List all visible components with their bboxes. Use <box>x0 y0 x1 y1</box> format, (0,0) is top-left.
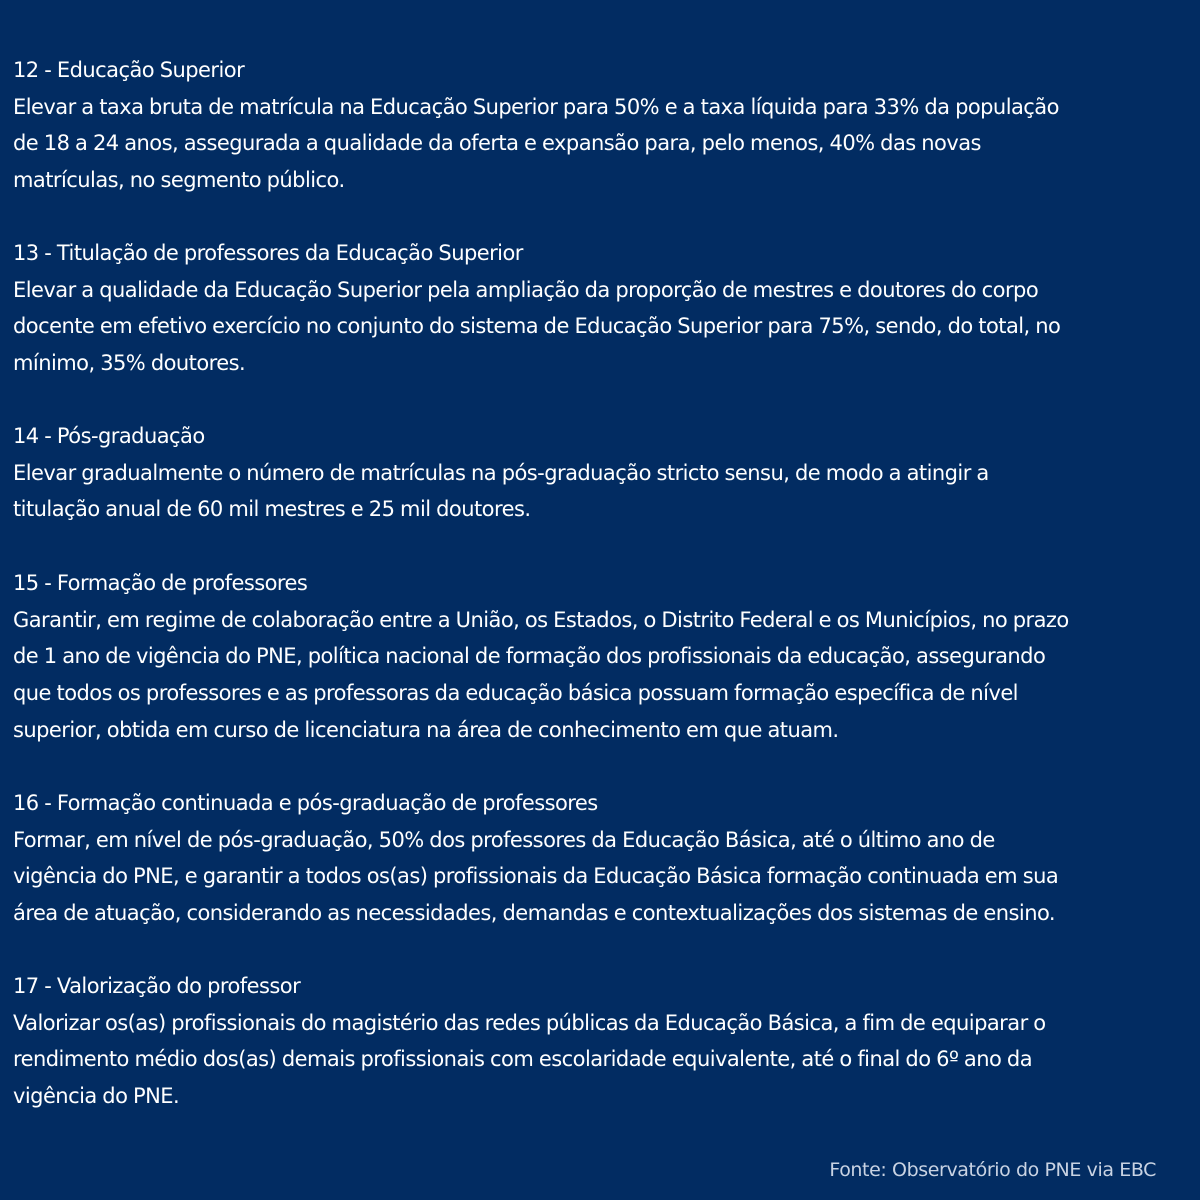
source-credit: Fonte: Observatório do PNE via EBC <box>829 1159 1156 1181</box>
goal-text-line: matrículas, no segmento público. <box>13 168 345 193</box>
goal-14 <box>13 418 1193 528</box>
goal-text-line: rendimento médio dos(as) demais profissionais com escolaridade equivalente, até o final do 6º ano da <box>13 1047 1033 1072</box>
goal-title: 12 - Educação Superior <box>13 58 245 82</box>
goal-title: 14 - Pós-graduação <box>13 424 205 448</box>
goal-text-line: que todos os professores e as professoras da educação básica possuam formação específica de nível <box>13 681 1018 706</box>
goal-13 <box>13 235 1193 382</box>
goal-text-line: Elevar a taxa bruta de matrícula na Educação Superior para 50% e a taxa líquida para 33% da população <box>13 94 1059 119</box>
goal-text-line: vigência do PNE. <box>13 1084 180 1109</box>
goal-text-line: Valorizar os(as) profissionais do magistério das redes públicas da Educação Básica, a fim de equiparar o <box>13 1010 1046 1035</box>
goal-text-line: vigência do PNE, e garantir a todos os(as) profissionais da Educação Básica formação continuada em sua <box>13 864 1059 889</box>
goal-text-line: docente em efetivo exercício no conjunto do sistema de Educação Superior para 75%, sendo, do total, no <box>13 314 1061 339</box>
goal-text-line: área de atuação, considerando as necessidades, demandas e contextualizações dos sistemas de ensino. <box>13 901 1056 926</box>
goal-text-line: Elevar a qualidade da Educação Superior pela ampliação da proporção de mestres e doutores do corpo <box>13 277 1039 302</box>
goal-text-line: de 1 ano de vigência do PNE, política nacional de formação dos profissionais da educação, assegurando <box>13 644 1046 669</box>
goal-12 <box>13 52 1193 199</box>
goal-title: 15 - Formação de professores <box>13 571 308 595</box>
goal-text-line: superior, obtida em curso de licenciatura na área de conhecimento em que atuam. <box>13 717 839 742</box>
goal-17 <box>13 968 1193 1115</box>
goal-text-line: titulação anual de 60 mil mestres e 25 mil doutores. <box>13 497 531 522</box>
goal-text-line: Formar, em nível de pós-graduação, 50% dos professores da Educação Básica, até o último ano de <box>13 827 995 852</box>
goal-title: 17 - Valorização do professor <box>13 974 301 998</box>
goal-16 <box>13 785 1193 932</box>
goal-text-line: Elevar gradualmente o número de matrículas na pós-graduação stricto sensu, de modo a atingir a <box>13 460 989 485</box>
goal-text-line: de 18 a 24 anos, assegurada a qualidade da oferta e expansão para, pelo menos, 40% das novas <box>13 131 981 156</box>
goal-title: 13 - Titulação de professores da Educação Superior <box>13 241 523 265</box>
goal-title: 16 - Formação continuada e pós-graduação de professores <box>13 791 598 815</box>
goal-15 <box>13 565 1193 748</box>
goal-text-line: mínimo, 35% doutores. <box>13 351 246 376</box>
goal-text-line: Garantir, em regime de colaboração entre a União, os Estados, o Distrito Federal e os Municípios, no prazo <box>13 607 1069 632</box>
